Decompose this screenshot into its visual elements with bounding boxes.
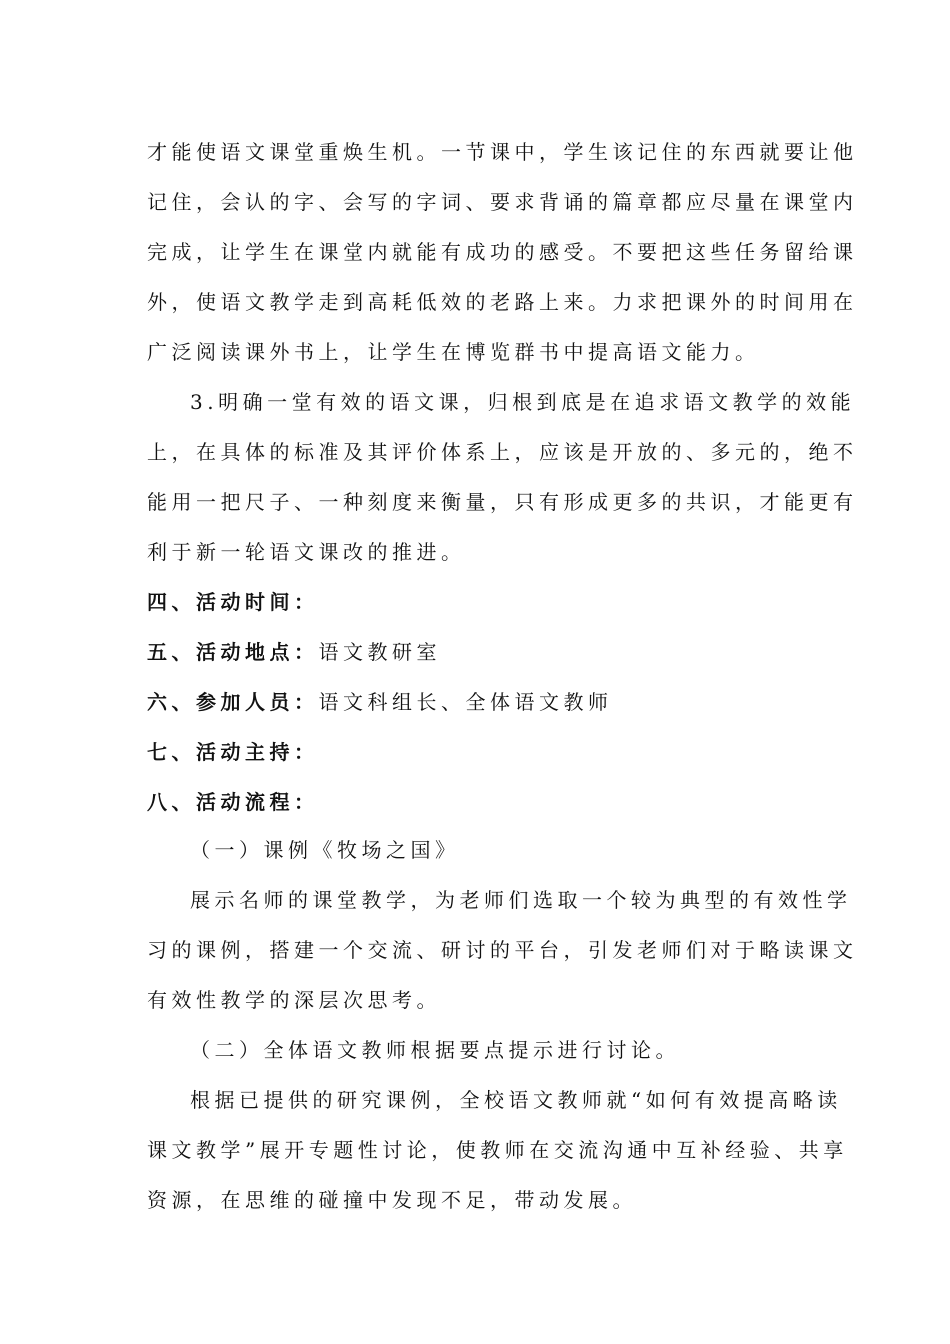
paragraph-line: 利于新一轮语文课改的推进。 [147,540,466,564]
paragraph-line: 能用一把尺子、一种刻度来衡量，只有形成更多的共识，才能更有 [147,490,858,514]
section-heading-host [147,738,847,766]
paragraph-line: 完成，让学生在课堂内就能有成功的感受。不要把这些任务留给课 [147,240,858,264]
section-label: 五、活动地点： [147,640,319,664]
section-label: 四、活动时间： [147,590,319,614]
section-heading-people [147,688,847,716]
paragraph-line: 3.明确一堂有效的语文课，归根到底是在追求语文教学的效能 [190,390,856,414]
paragraph-line: 上，在具体的标准及其评价体系上，应该是开放的、多元的，绝不 [147,440,858,464]
paragraph-line: 展示名师的课堂教学，为老师们选取一个较为典型的有效性学 [190,888,852,912]
section-heading-time [147,588,847,616]
section-value: 语文科组长、全体语文教师 [318,690,613,714]
flow-step-title: （二）全体语文教师根据要点提示进行讨论。 [190,1038,680,1062]
flow-step-title: （一）课例《牧场之国》 [190,838,460,862]
paragraph-line: 有效性教学的深层次思考。 [147,988,441,1012]
section-label: 六、参加人员： [147,690,319,714]
section-heading-flow [147,788,847,816]
paragraph-line: 根据已提供的研究课例，全校语文教师就“如何有效提高略读 [190,1088,842,1112]
paragraph-line: 资源，在思维的碰撞中发现不足，带动发展。 [147,1188,637,1212]
section-value: 语文教研室 [318,640,441,664]
paragraph-line: 记住，会认的字、会写的字词、要求背诵的篇章都应尽量在课堂内 [147,190,858,214]
section-label: 八、活动流程： [147,790,319,814]
section-heading-place [147,638,847,666]
paragraph-line: 外，使语文教学走到高耗低效的老路上来。力求把课外的时间用在 [147,290,858,314]
paragraph-line: 广泛阅读课外书上，让学生在博览群书中提高语文能力。 [147,340,760,364]
paragraph-line: 课文教学”展开专题性讨论，使教师在交流沟通中互补经验、共享 [147,1138,848,1162]
paragraph-line: 才能使语文课堂重焕生机。一节课中，学生该记住的东西就要让他 [147,140,858,164]
section-label: 七、活动主持： [147,740,319,764]
paragraph-line: 习的课例，搭建一个交流、研讨的平台，引发老师们对于略读课文 [147,938,858,962]
